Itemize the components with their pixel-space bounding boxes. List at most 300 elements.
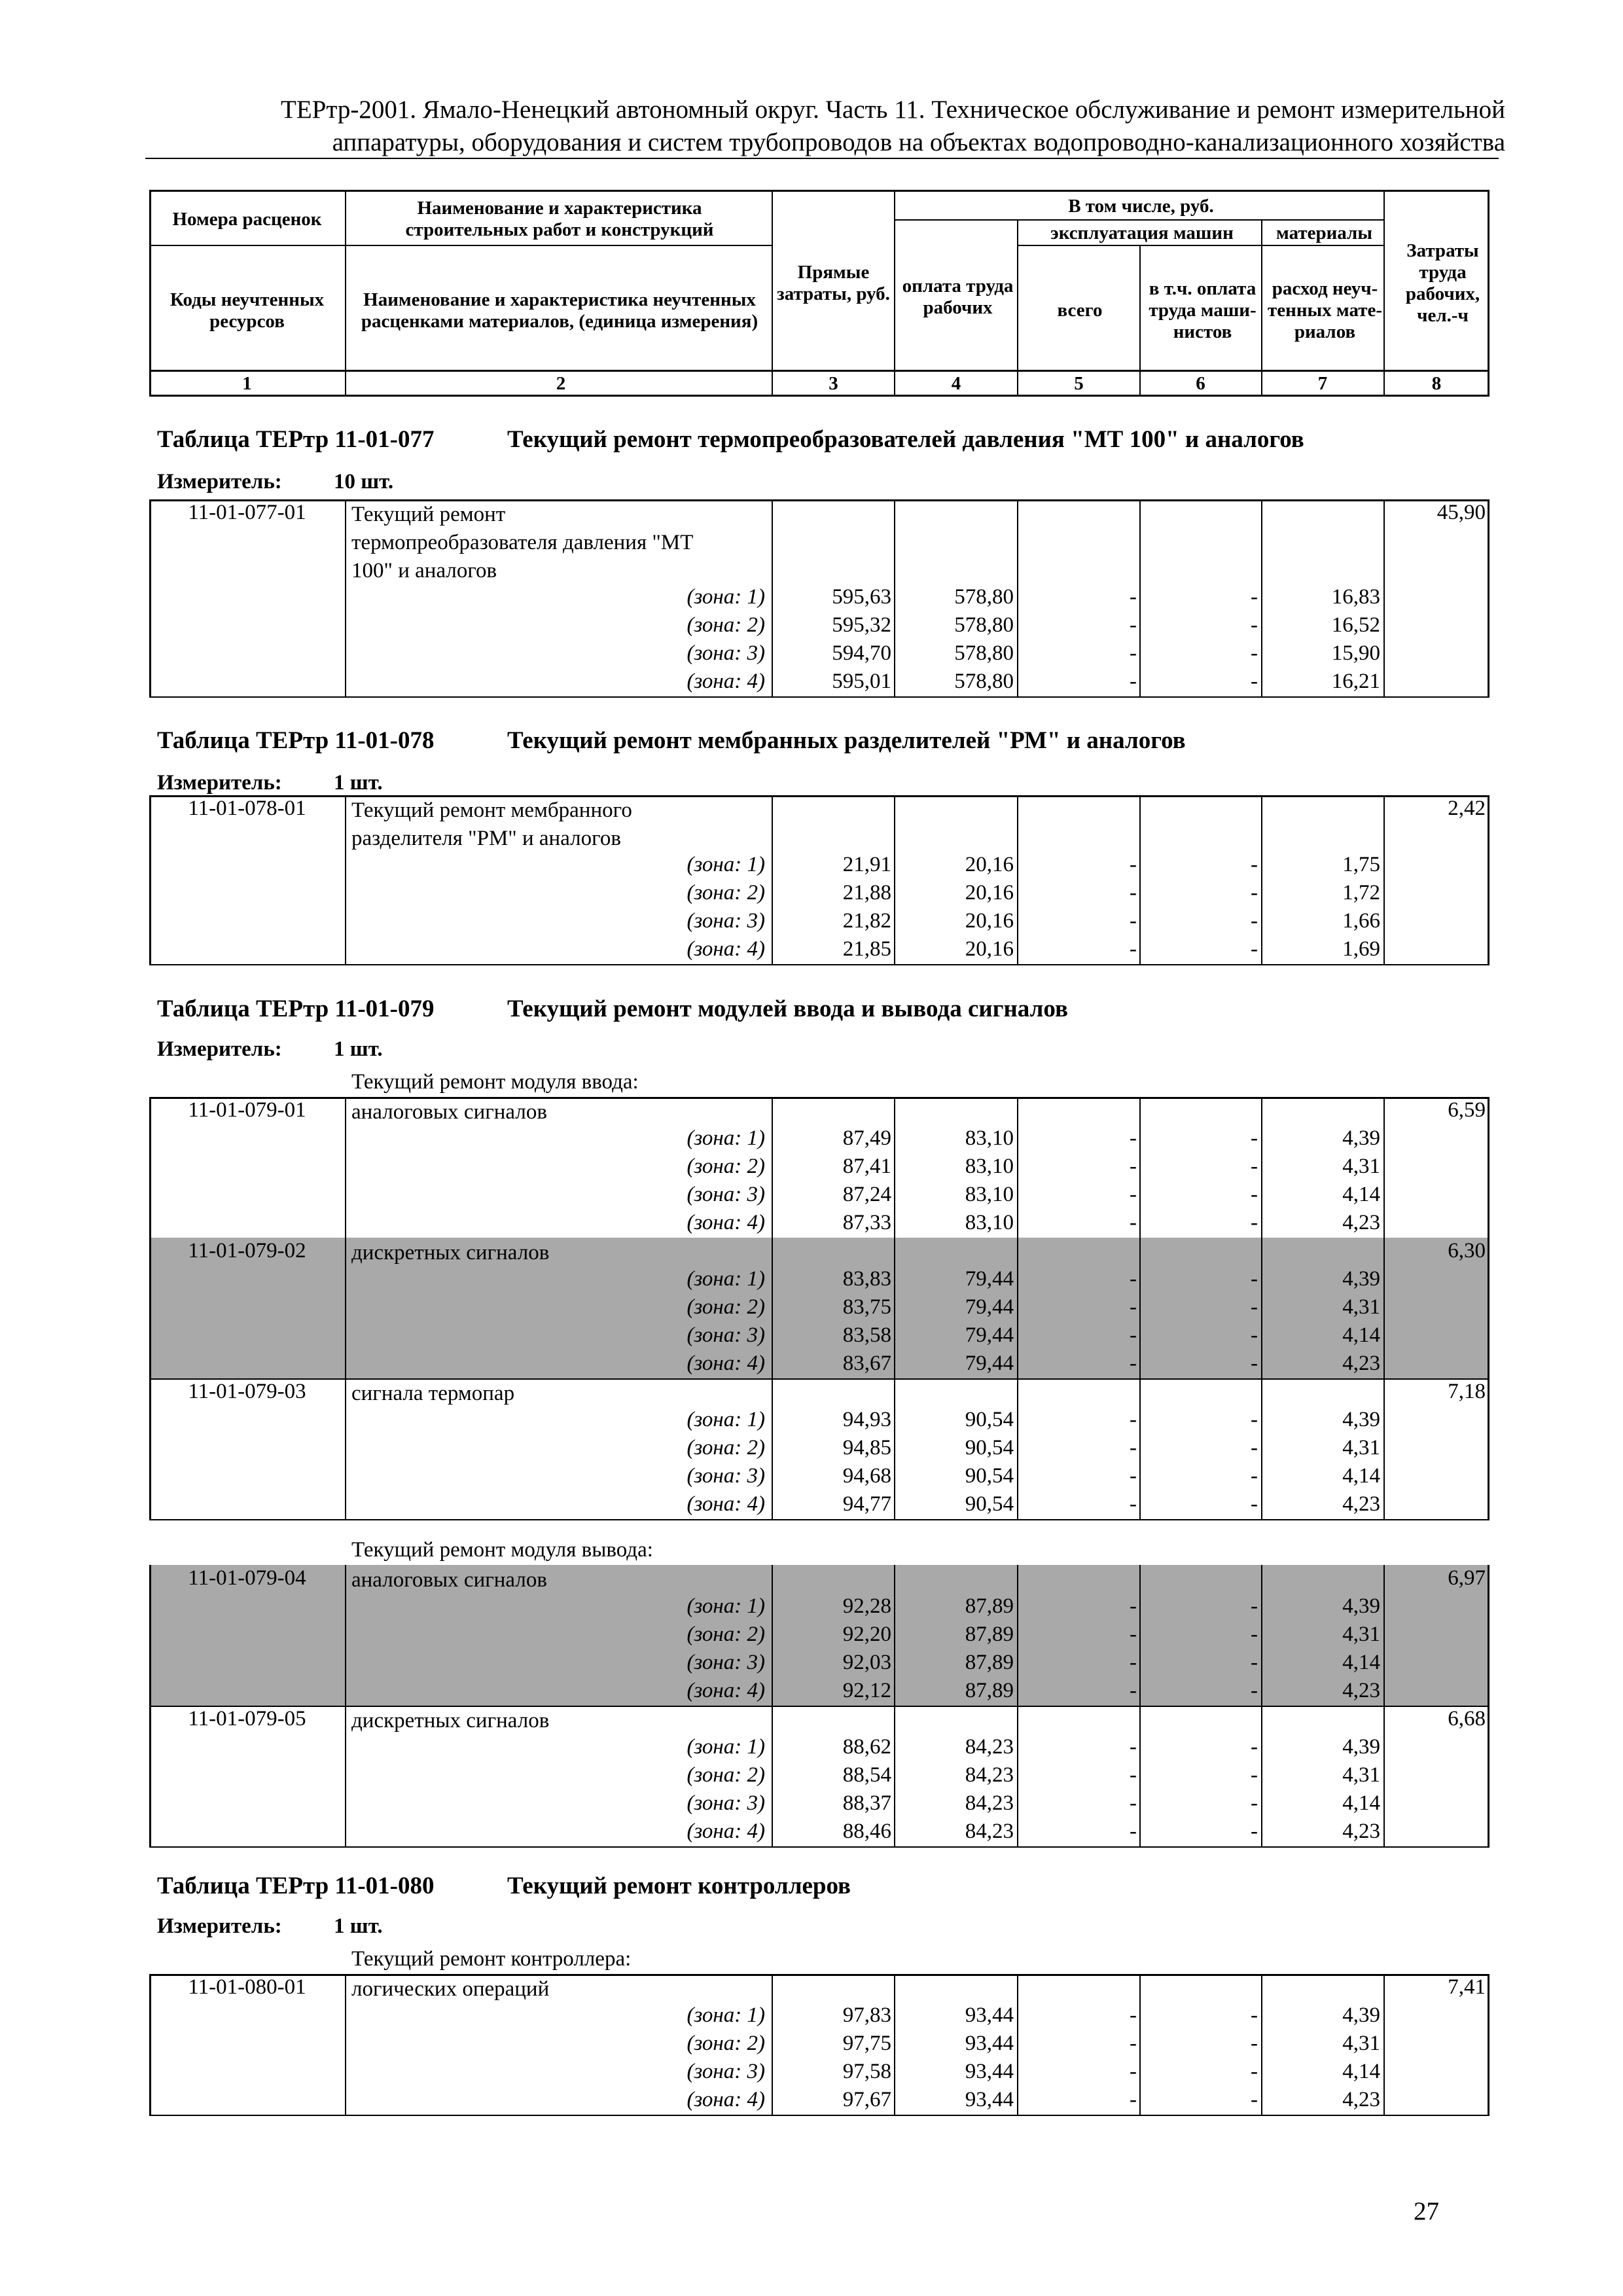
material-cost: 4,23: [1342, 1492, 1380, 1516]
zone-label: (зона: 2): [687, 1295, 765, 1319]
rate-name-line: Текущий ремонт мембранного: [351, 798, 632, 822]
column-rule: [1017, 795, 1018, 965]
direct-cost: 97,67: [842, 2088, 891, 2111]
column-rule: [345, 1974, 346, 2116]
machine-cost: -: [1130, 1408, 1137, 1431]
machinist-wages: -: [1251, 909, 1258, 933]
measure-label: Измеритель:: [157, 470, 282, 493]
worker-wages: 84,23: [965, 1820, 1014, 1843]
table-code: Таблица ТЕРтр 11-01-077: [157, 426, 435, 453]
direct-cost: 87,41: [842, 1155, 891, 1178]
rate-name-line: разделителя "РМ" и аналогов: [351, 827, 621, 850]
material-cost: 4,31: [1342, 1436, 1380, 1460]
rate-code: 11-01-079-04: [188, 1566, 306, 1590]
row-rule: [149, 1378, 1489, 1380]
worker-wages: 87,89: [965, 1623, 1014, 1646]
material-cost: 1,66: [1342, 909, 1380, 933]
direct-cost: 88,37: [842, 1791, 891, 1815]
row-rule: [149, 1519, 1489, 1520]
column-rule: [1383, 1097, 1385, 1520]
machinist-wages: -: [1251, 1594, 1258, 1618]
column-rule: [149, 499, 151, 698]
direct-cost: 97,75: [842, 2032, 891, 2055]
labor-cost: 6,97: [1448, 1566, 1486, 1590]
worker-wages: 83,10: [965, 1126, 1014, 1150]
measure-line: [157, 1037, 383, 1062]
zone-label: (зона: 1): [687, 1408, 765, 1431]
column-rule: [1139, 795, 1141, 965]
zone-label: (зона: 4): [687, 1679, 765, 1702]
rate-name-line: 100" и аналогов: [351, 559, 497, 583]
col5-header: всего: [1057, 299, 1103, 321]
machines-group-header: эксплуатация машин: [1050, 223, 1234, 243]
material-cost: 4,39: [1342, 1126, 1380, 1150]
machine-cost: -: [1130, 1295, 1137, 1319]
zone-label: (зона: 2): [687, 2032, 765, 2055]
rate-code: 11-01-078-01: [188, 797, 306, 820]
machine-cost: -: [1130, 670, 1137, 693]
worker-wages: 578,80: [954, 670, 1014, 693]
rate-code: 11-01-080-01: [188, 1975, 306, 1999]
material-cost: 4,39: [1342, 2003, 1380, 2027]
column-rule: [772, 1565, 773, 1848]
direct-cost: 595,63: [832, 585, 891, 609]
measure-line: [157, 771, 383, 795]
zone-label: (зона: 4): [687, 1352, 765, 1375]
zone-label: (зона: 2): [687, 1763, 765, 1787]
row-rule: [149, 964, 1489, 965]
machinist-wages: -: [1251, 1211, 1258, 1234]
direct-cost: 97,58: [842, 2060, 891, 2083]
col-number-3: 3: [829, 373, 838, 394]
worker-wages: 87,89: [965, 1594, 1014, 1618]
column-rule: [894, 1974, 895, 2116]
material-cost: 4,23: [1342, 2088, 1380, 2111]
running-header-line-2: аппаратуры, оборудования и систем трубопроводов на объектах водопроводно-канализационного хозяйства: [332, 128, 1505, 156]
labor-cost: 7,41: [1448, 1975, 1486, 1999]
worker-wages: 90,54: [965, 1464, 1014, 1488]
direct-cost: 94,85: [842, 1436, 891, 1460]
measure-line: [157, 1914, 383, 1939]
measure-label: Измеритель:: [157, 1037, 282, 1061]
worker-wages: 87,89: [965, 1651, 1014, 1674]
column-rule: [1261, 1097, 1262, 1520]
machinist-wages: -: [1251, 1679, 1258, 1702]
worker-wages: 578,80: [954, 585, 1014, 609]
column-rule: [894, 1097, 895, 1520]
machinist-wages: -: [1251, 1791, 1258, 1815]
material-cost: 16,21: [1331, 670, 1380, 693]
direct-cost: 83,75: [842, 1295, 891, 1319]
column-rule: [772, 795, 773, 965]
column-rule: [1488, 1097, 1489, 1520]
machinist-wages: -: [1251, 2088, 1258, 2111]
column-rule: [1261, 499, 1262, 698]
running-header-line-1: ТЕРтр-2001. Ямало-Ненецкий автономный округ. Часть 11. Техническое обслуживание и ремонт измерительной: [281, 96, 1505, 124]
direct-cost: 594,70: [832, 641, 891, 665]
rate-code: 11-01-079-01: [188, 1098, 306, 1122]
material-cost: 4,39: [1342, 1267, 1380, 1291]
rate-code: 11-01-079-05: [188, 1707, 306, 1731]
zone-label: (зона: 2): [687, 881, 765, 905]
machine-cost: -: [1130, 613, 1137, 637]
zone-label: (зона: 1): [687, 1267, 765, 1291]
worker-wages: 578,80: [954, 613, 1014, 637]
material-cost: 16,83: [1331, 585, 1380, 609]
zone-label: (зона: 1): [687, 1735, 765, 1759]
zone-label: (зона: 3): [687, 909, 765, 933]
direct-cost: 83,67: [842, 1352, 891, 1375]
zone-label: (зона: 3): [687, 1791, 765, 1815]
worker-wages: 93,44: [965, 2032, 1014, 2055]
material-cost: 4,14: [1342, 1651, 1380, 1674]
zone-label: (зона: 2): [687, 1155, 765, 1178]
direct-cost: 94,77: [842, 1492, 891, 1516]
material-cost: 4,14: [1342, 2060, 1380, 2083]
material-cost: 4,23: [1342, 1820, 1380, 1843]
machinist-wages: -: [1251, 937, 1258, 961]
material-cost: 15,90: [1331, 641, 1380, 665]
machinist-wages: -: [1251, 1295, 1258, 1319]
zone-label: (зона: 1): [687, 2003, 765, 2027]
rate-name-line: дискретных сигналов: [351, 1709, 550, 1732]
measure-value: 1 шт.: [334, 1914, 383, 1938]
machinist-wages: -: [1251, 613, 1258, 637]
machine-cost: -: [1130, 1436, 1137, 1460]
direct-cost: 88,62: [842, 1735, 891, 1759]
direct-cost: 92,03: [842, 1651, 891, 1674]
table-name: Текущий ремонт контроллеров: [507, 1873, 851, 1899]
direct-cost: 87,24: [842, 1183, 891, 1206]
machine-cost: -: [1130, 1155, 1137, 1178]
material-cost: 1,75: [1342, 853, 1380, 876]
group-intro: Текущий ремонт контроллера:: [351, 1947, 632, 1971]
machinist-wages: -: [1251, 1323, 1258, 1347]
worker-wages: 93,44: [965, 2088, 1014, 2111]
table-code: Таблица ТЕРтр 11-01-080: [157, 1873, 435, 1899]
material-cost: 4,39: [1342, 1408, 1380, 1431]
machine-cost: -: [1130, 1492, 1137, 1516]
direct-cost: 21,85: [842, 937, 891, 961]
column-rule: [1488, 795, 1489, 965]
column-rule: [1261, 1565, 1262, 1848]
measure-label: Измеритель:: [157, 1914, 282, 1938]
column-rule: [894, 795, 895, 965]
worker-wages: 83,10: [965, 1183, 1014, 1206]
machinist-wages: -: [1251, 670, 1258, 693]
machinist-wages: -: [1251, 1408, 1258, 1431]
col1-top-header: Номера расценок: [172, 208, 322, 230]
rate-name-line: дискретных сигналов: [351, 1241, 550, 1265]
worker-wages: 578,80: [954, 641, 1014, 665]
column-rule: [1139, 1097, 1141, 1520]
table-name: Текущий ремонт мембранных разделителей "РМ" и аналогов: [507, 727, 1186, 754]
machine-cost: -: [1130, 2003, 1137, 2027]
zone-label: (зона: 1): [687, 1594, 765, 1618]
group-intro: Текущий ремонт модуля ввода:: [351, 1070, 639, 1094]
labor-cost: 45,90: [1436, 501, 1486, 524]
machinist-wages: -: [1251, 1492, 1258, 1516]
machine-cost: -: [1130, 1464, 1137, 1488]
column-rule: [1383, 1565, 1385, 1848]
machinist-wages: -: [1251, 1267, 1258, 1291]
zone-label: (зона: 1): [687, 853, 765, 876]
measure-line: [157, 470, 393, 494]
direct-cost: 88,46: [842, 1820, 891, 1843]
zone-label: (зона: 3): [687, 641, 765, 665]
column-rule: [1488, 1974, 1489, 2116]
zone-label: (зона: 3): [687, 1651, 765, 1674]
material-cost: 1,72: [1342, 881, 1380, 905]
direct-cost: 21,82: [842, 909, 891, 933]
direct-cost: 21,91: [842, 853, 891, 876]
machine-cost: -: [1130, 937, 1137, 961]
row-rule: [149, 1706, 1489, 1707]
col6-header: в т.ч. оплата труда маши-нистов: [1149, 278, 1257, 342]
column-rule: [345, 1097, 346, 1520]
col-number-7: 7: [1317, 373, 1328, 394]
materials-group-header: материалы: [1276, 223, 1372, 243]
machine-cost: -: [1130, 1211, 1137, 1234]
zone-label: (зона: 3): [687, 1183, 765, 1206]
table-top-rule: [149, 1097, 1489, 1099]
direct-cost: 92,12: [842, 1679, 891, 1702]
machine-cost: -: [1130, 585, 1137, 609]
row-rule: [149, 696, 1489, 698]
worker-wages: 93,44: [965, 2003, 1014, 2027]
col-number-2: 2: [556, 373, 566, 394]
machine-cost: -: [1130, 1323, 1137, 1347]
machinist-wages: -: [1251, 585, 1258, 609]
machine-cost: -: [1130, 1820, 1137, 1843]
machine-cost: -: [1130, 2088, 1137, 2111]
machine-cost: -: [1130, 881, 1137, 905]
machinist-wages: -: [1251, 2003, 1258, 2027]
column-rule: [345, 1565, 346, 1848]
material-cost: 4,31: [1342, 1295, 1380, 1319]
machine-cost: -: [1130, 2060, 1137, 2083]
direct-cost: 97,83: [842, 2003, 891, 2027]
worker-wages: 79,44: [965, 1295, 1014, 1319]
worker-wages: 83,10: [965, 1211, 1014, 1234]
worker-wages: 20,16: [965, 881, 1014, 905]
material-cost: 4,23: [1342, 1211, 1380, 1234]
table-name: Текущий ремонт модулей ввода и вывода сигналов: [507, 996, 1068, 1022]
column-rule: [1017, 1974, 1018, 2116]
machine-cost: -: [1130, 1267, 1137, 1291]
labor-cost: 6,59: [1448, 1098, 1486, 1122]
machine-cost: -: [1130, 1791, 1137, 1815]
column-rule: [1261, 795, 1262, 965]
column-rule: [1017, 1565, 1018, 1848]
column-rule: [1383, 1974, 1385, 2116]
header-rule: [145, 158, 1499, 159]
zone-label: (зона: 4): [687, 1492, 765, 1516]
labor-cost: 2,42: [1448, 797, 1486, 820]
column-rule: [1261, 1974, 1262, 2116]
material-cost: 4,23: [1342, 1679, 1380, 1702]
direct-cost: 21,88: [842, 881, 891, 905]
worker-wages: 93,44: [965, 2060, 1014, 2083]
row-rule: [149, 1846, 1489, 1848]
worker-wages: 84,23: [965, 1763, 1014, 1787]
zone-label: (зона: 4): [687, 2088, 765, 2111]
machinist-wages: -: [1251, 881, 1258, 905]
col-number-1: 1: [242, 373, 252, 394]
direct-cost: 92,28: [842, 1594, 891, 1618]
worker-wages: 79,44: [965, 1352, 1014, 1375]
machinist-wages: -: [1251, 1183, 1258, 1206]
column-rule: [1383, 499, 1385, 698]
direct-cost: 83,83: [842, 1267, 891, 1291]
rate-name-line: Текущий ремонт: [351, 503, 506, 526]
column-rule: [1139, 1565, 1141, 1848]
zone-label: (зона: 2): [687, 1623, 765, 1646]
labor-cost: 7,18: [1448, 1380, 1486, 1403]
machinist-wages: -: [1251, 1735, 1258, 1759]
machinist-wages: -: [1251, 1436, 1258, 1460]
worker-wages: 79,44: [965, 1323, 1014, 1347]
material-cost: 4,31: [1342, 2032, 1380, 2055]
material-cost: 4,23: [1342, 1352, 1380, 1375]
col-number-4: 4: [951, 373, 961, 394]
col4-header: оплата труда рабочих: [902, 276, 1014, 318]
machinist-wages: -: [1251, 853, 1258, 876]
worker-wages: 79,44: [965, 1267, 1014, 1291]
rate-code: 11-01-077-01: [188, 501, 306, 524]
measure-value: 1 шт.: [334, 1037, 383, 1061]
rate-name-line: термопреобразователя давления "МТ: [351, 531, 694, 554]
table-top-rule: [149, 795, 1489, 797]
machinist-wages: -: [1251, 2032, 1258, 2055]
column-rule: [1017, 499, 1018, 698]
table-title: [157, 995, 1068, 1023]
zone-label: (зона: 4): [687, 937, 765, 961]
zone-label: (зона: 3): [687, 1323, 765, 1347]
page-number: 27: [1414, 2197, 1439, 2225]
material-cost: 4,14: [1342, 1183, 1380, 1206]
table-code: Таблица ТЕРтр 11-01-079: [157, 996, 435, 1022]
machinist-wages: -: [1251, 1651, 1258, 1674]
machinist-wages: -: [1251, 2060, 1258, 2083]
column-rule: [1139, 1974, 1141, 2116]
worker-wages: 87,89: [965, 1679, 1014, 1702]
material-cost: 4,31: [1342, 1155, 1380, 1178]
col1-bottom-header: Коды неучтенных ресурсов: [169, 289, 325, 332]
column-rule: [1383, 795, 1385, 965]
column-rule: [894, 1565, 895, 1848]
direct-cost: 94,68: [842, 1464, 891, 1488]
table-code: Таблица ТЕРтр 11-01-078: [157, 727, 435, 754]
rate-name-line: аналоговых сигналов: [351, 1568, 547, 1592]
machinist-wages: -: [1251, 1464, 1258, 1488]
zone-label: (зона: 1): [687, 1126, 765, 1150]
rate-code: 11-01-079-02: [188, 1239, 306, 1263]
column-rule: [345, 795, 346, 965]
column-rule: [772, 1097, 773, 1520]
machine-cost: -: [1130, 1651, 1137, 1674]
machine-cost: -: [1130, 1594, 1137, 1618]
rate-name-line: сигнала термопар: [351, 1382, 515, 1405]
machinist-wages: -: [1251, 1623, 1258, 1646]
material-cost: 4,14: [1342, 1791, 1380, 1815]
direct-cost: 595,32: [832, 613, 891, 637]
worker-wages: 20,16: [965, 937, 1014, 961]
table-title: [157, 1872, 851, 1900]
zone-label: (зона: 4): [687, 1820, 765, 1843]
rate-name-line: логических операций: [351, 1977, 550, 2001]
measure-value: 10 шт.: [334, 470, 394, 493]
col-number-5: 5: [1074, 373, 1084, 394]
col-number-6: 6: [1196, 373, 1205, 394]
material-cost: 16,52: [1331, 613, 1380, 637]
column-rule: [1017, 1097, 1018, 1520]
machine-cost: -: [1130, 2032, 1137, 2055]
col2-top-header: Наименование и характеристика строительных работ и конструкций: [405, 198, 714, 240]
table-name: Текущий ремонт термопреобразователей давления "МТ 100" и аналогов: [507, 426, 1304, 453]
column-rule: [772, 1974, 773, 2116]
machine-cost: -: [1130, 1763, 1137, 1787]
column-rule: [149, 1974, 151, 2116]
col-number-8: 8: [1431, 373, 1442, 394]
worker-wages: 20,16: [965, 853, 1014, 876]
machine-cost: -: [1130, 641, 1137, 665]
material-cost: 4,14: [1342, 1464, 1380, 1488]
machinist-wages: -: [1251, 1352, 1258, 1375]
material-cost: 4,31: [1342, 1623, 1380, 1646]
zone-label: (зона: 1): [687, 585, 765, 609]
in-total-group-header: В том числе, руб.: [1068, 195, 1214, 217]
machine-cost: -: [1130, 853, 1137, 876]
col7-header: расход неуч-тенных мате-риалов: [1268, 278, 1383, 342]
machinist-wages: -: [1251, 1763, 1258, 1787]
column-rule: [1488, 1565, 1489, 1848]
machinist-wages: -: [1251, 1820, 1258, 1843]
material-cost: 4,39: [1342, 1594, 1380, 1618]
zone-label: (зона: 3): [687, 1464, 765, 1488]
column-rule: [149, 1097, 151, 1520]
col8-header: Затраты труда рабочих, чел.-ч: [1405, 240, 1480, 326]
worker-wages: 90,54: [965, 1408, 1014, 1431]
worker-wages: 84,23: [965, 1791, 1014, 1815]
labor-cost: 6,30: [1448, 1239, 1486, 1263]
machine-cost: -: [1130, 909, 1137, 933]
material-cost: 4,39: [1342, 1735, 1380, 1759]
direct-cost: 87,49: [842, 1126, 891, 1150]
table-title: [157, 726, 1186, 755]
column-rule: [345, 499, 346, 698]
column-rule: [894, 499, 895, 698]
machine-cost: -: [1130, 1126, 1137, 1150]
worker-wages: 90,54: [965, 1436, 1014, 1460]
zone-label: (зона: 3): [687, 2060, 765, 2083]
col2-bottom-header: Наименование и характеристика неучтенных расценками материалов, (единица измерения): [361, 289, 758, 332]
zone-label: (зона: 2): [687, 1436, 765, 1460]
table-top-rule: [149, 499, 1489, 501]
direct-cost: 88,54: [842, 1763, 891, 1787]
direct-cost: 94,93: [842, 1408, 891, 1431]
table-title: [157, 425, 1304, 454]
column-rule: [1488, 499, 1489, 698]
zone-label: (зона: 2): [687, 613, 765, 637]
material-cost: 1,69: [1342, 937, 1380, 961]
worker-wages: 90,54: [965, 1492, 1014, 1516]
direct-cost: 87,33: [842, 1211, 891, 1234]
material-cost: 4,14: [1342, 1323, 1380, 1347]
measure-label: Измеритель:: [157, 771, 282, 795]
column-rule: [1139, 499, 1141, 698]
column-rule: [772, 499, 773, 698]
